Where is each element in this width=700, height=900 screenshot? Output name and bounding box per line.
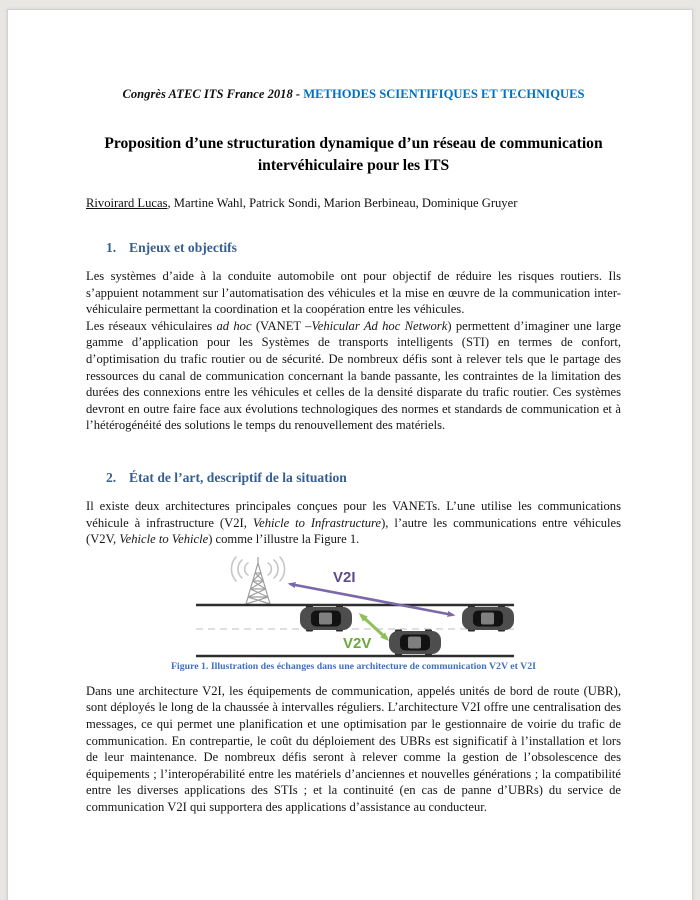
text-run: Il existe deux architectures principales conçues pour les VANETs. L’une utilise les communications véhicule à infrastructure (V2I, bbox=[86, 498, 621, 530]
text-run-italic: ad hoc bbox=[216, 318, 252, 333]
v2i-label: V2I bbox=[333, 568, 356, 586]
paper-title-line2: intervéhiculaire pour les ITS bbox=[257, 157, 450, 174]
paper-title bbox=[86, 133, 621, 177]
section-1-title: Enjeux et objectifs bbox=[129, 240, 237, 255]
text-run: ), l’autre les communications entre véhicules (V2V, bbox=[86, 515, 621, 547]
antenna-tower-icon bbox=[246, 557, 270, 604]
section-1-number: 1. bbox=[106, 240, 117, 255]
figure-1 bbox=[86, 555, 621, 659]
car-top-lane-left bbox=[300, 605, 352, 631]
figure-1-caption: Figure 1. Illustration des échanges dans une architecture de communication V2V et V2I bbox=[171, 660, 536, 672]
section-2-paragraph-1 bbox=[86, 498, 621, 548]
conference-header bbox=[86, 87, 621, 102]
paper-title-line1: Proposition d’une structuration dynamique d’un réseau de communication bbox=[104, 135, 603, 152]
author-lead: Rivoirard Lucas bbox=[86, 196, 168, 210]
authors-line bbox=[86, 196, 621, 211]
section-1-heading bbox=[86, 240, 621, 256]
text-run: ) permettent d’imaginer une large gamme d’application pour les Systèmes de transports intelligents (STI) en termes de confort, d’optimisation du trafic routier ou de sécurité. De nombreux défis sont à relever tels que le partage des ressources du canal de communication concernant la bande passante, les contraintes de la limitation des durées des connexions entre les véhicules et celles de la densité disparate du trafic routier. Ces systèmes devront en outre faire face aux évolutions technologiques des normes et standards de communication et à l’hétérogénéité des solutions le temps du renouvellement des matériels. bbox=[86, 318, 621, 433]
car-bottom-lane bbox=[389, 629, 441, 655]
v2v-label: V2V bbox=[343, 634, 372, 652]
text-run: Les réseaux véhiculaires bbox=[86, 318, 217, 333]
text-run: (VANET – bbox=[251, 318, 312, 333]
text-run-italic: Vehicular Ad hoc Network bbox=[311, 318, 448, 333]
section-2-paragraph-2: Dans une architecture V2I, les équipements de communication, appelés unités de bord de route (UBR), sont déployés le long de la chaussée à intervalles réguliers. L’architecture V2I offre une centralisation des messages, ce qui permet une planification et une optimisation par le gestionnaire de voirie du trafic de communication. En contrepartie, le coût du déploiement des UBRs est significatif à l’installation et lors de leur maintenance. De nombreux défis seront à relever comme la gestion de l’obsolescence des équipements ; l’interopérabilité entre les matériels d’anciennes et nouvelles générations ; la compatibilité entre les diverses applications des STIs ; et la continuité (en cas de panne d’UBRs) du service de communication V2I qui supportera des applications d’assistance au conducteur. bbox=[86, 683, 621, 814]
authors-others: , Martine Wahl, Patrick Sondi, Marion Berbineau, Dominique Gruyer bbox=[167, 196, 518, 210]
paper-page bbox=[7, 9, 693, 900]
text-run-italic: Vehicle to Infrastructure bbox=[252, 515, 382, 530]
section-1-paragraph-1: Les systèmes d’aide à la conduite automobile ont pour objectif de réduire les risques routiers. Ils s’appuient notamment sur l’automatisation des véhicules et la mise en œuvre de la communication inter-véhiculaire permettant la coordination et la coopération entre les véhicules. bbox=[86, 269, 621, 317]
section-2-heading bbox=[86, 470, 621, 486]
section-2-title: État de l’art, descriptif de la situation bbox=[129, 469, 347, 485]
conference-track: METHODES SCIENTIFIQUES ET TECHNIQUES bbox=[303, 87, 585, 101]
text-run-italic: Vehicle to Vehicle bbox=[119, 532, 209, 547]
v2x-architecture-diagram bbox=[86, 555, 616, 659]
car-top-lane-right bbox=[462, 605, 514, 631]
conference-name: Congrès ATEC ITS France 2018 - bbox=[122, 87, 304, 101]
section-2-number: 2. bbox=[106, 469, 117, 485]
text-run: ) comme l’illustre la Figure 1. bbox=[208, 532, 360, 547]
section-1-paragraph-2 bbox=[86, 318, 621, 434]
